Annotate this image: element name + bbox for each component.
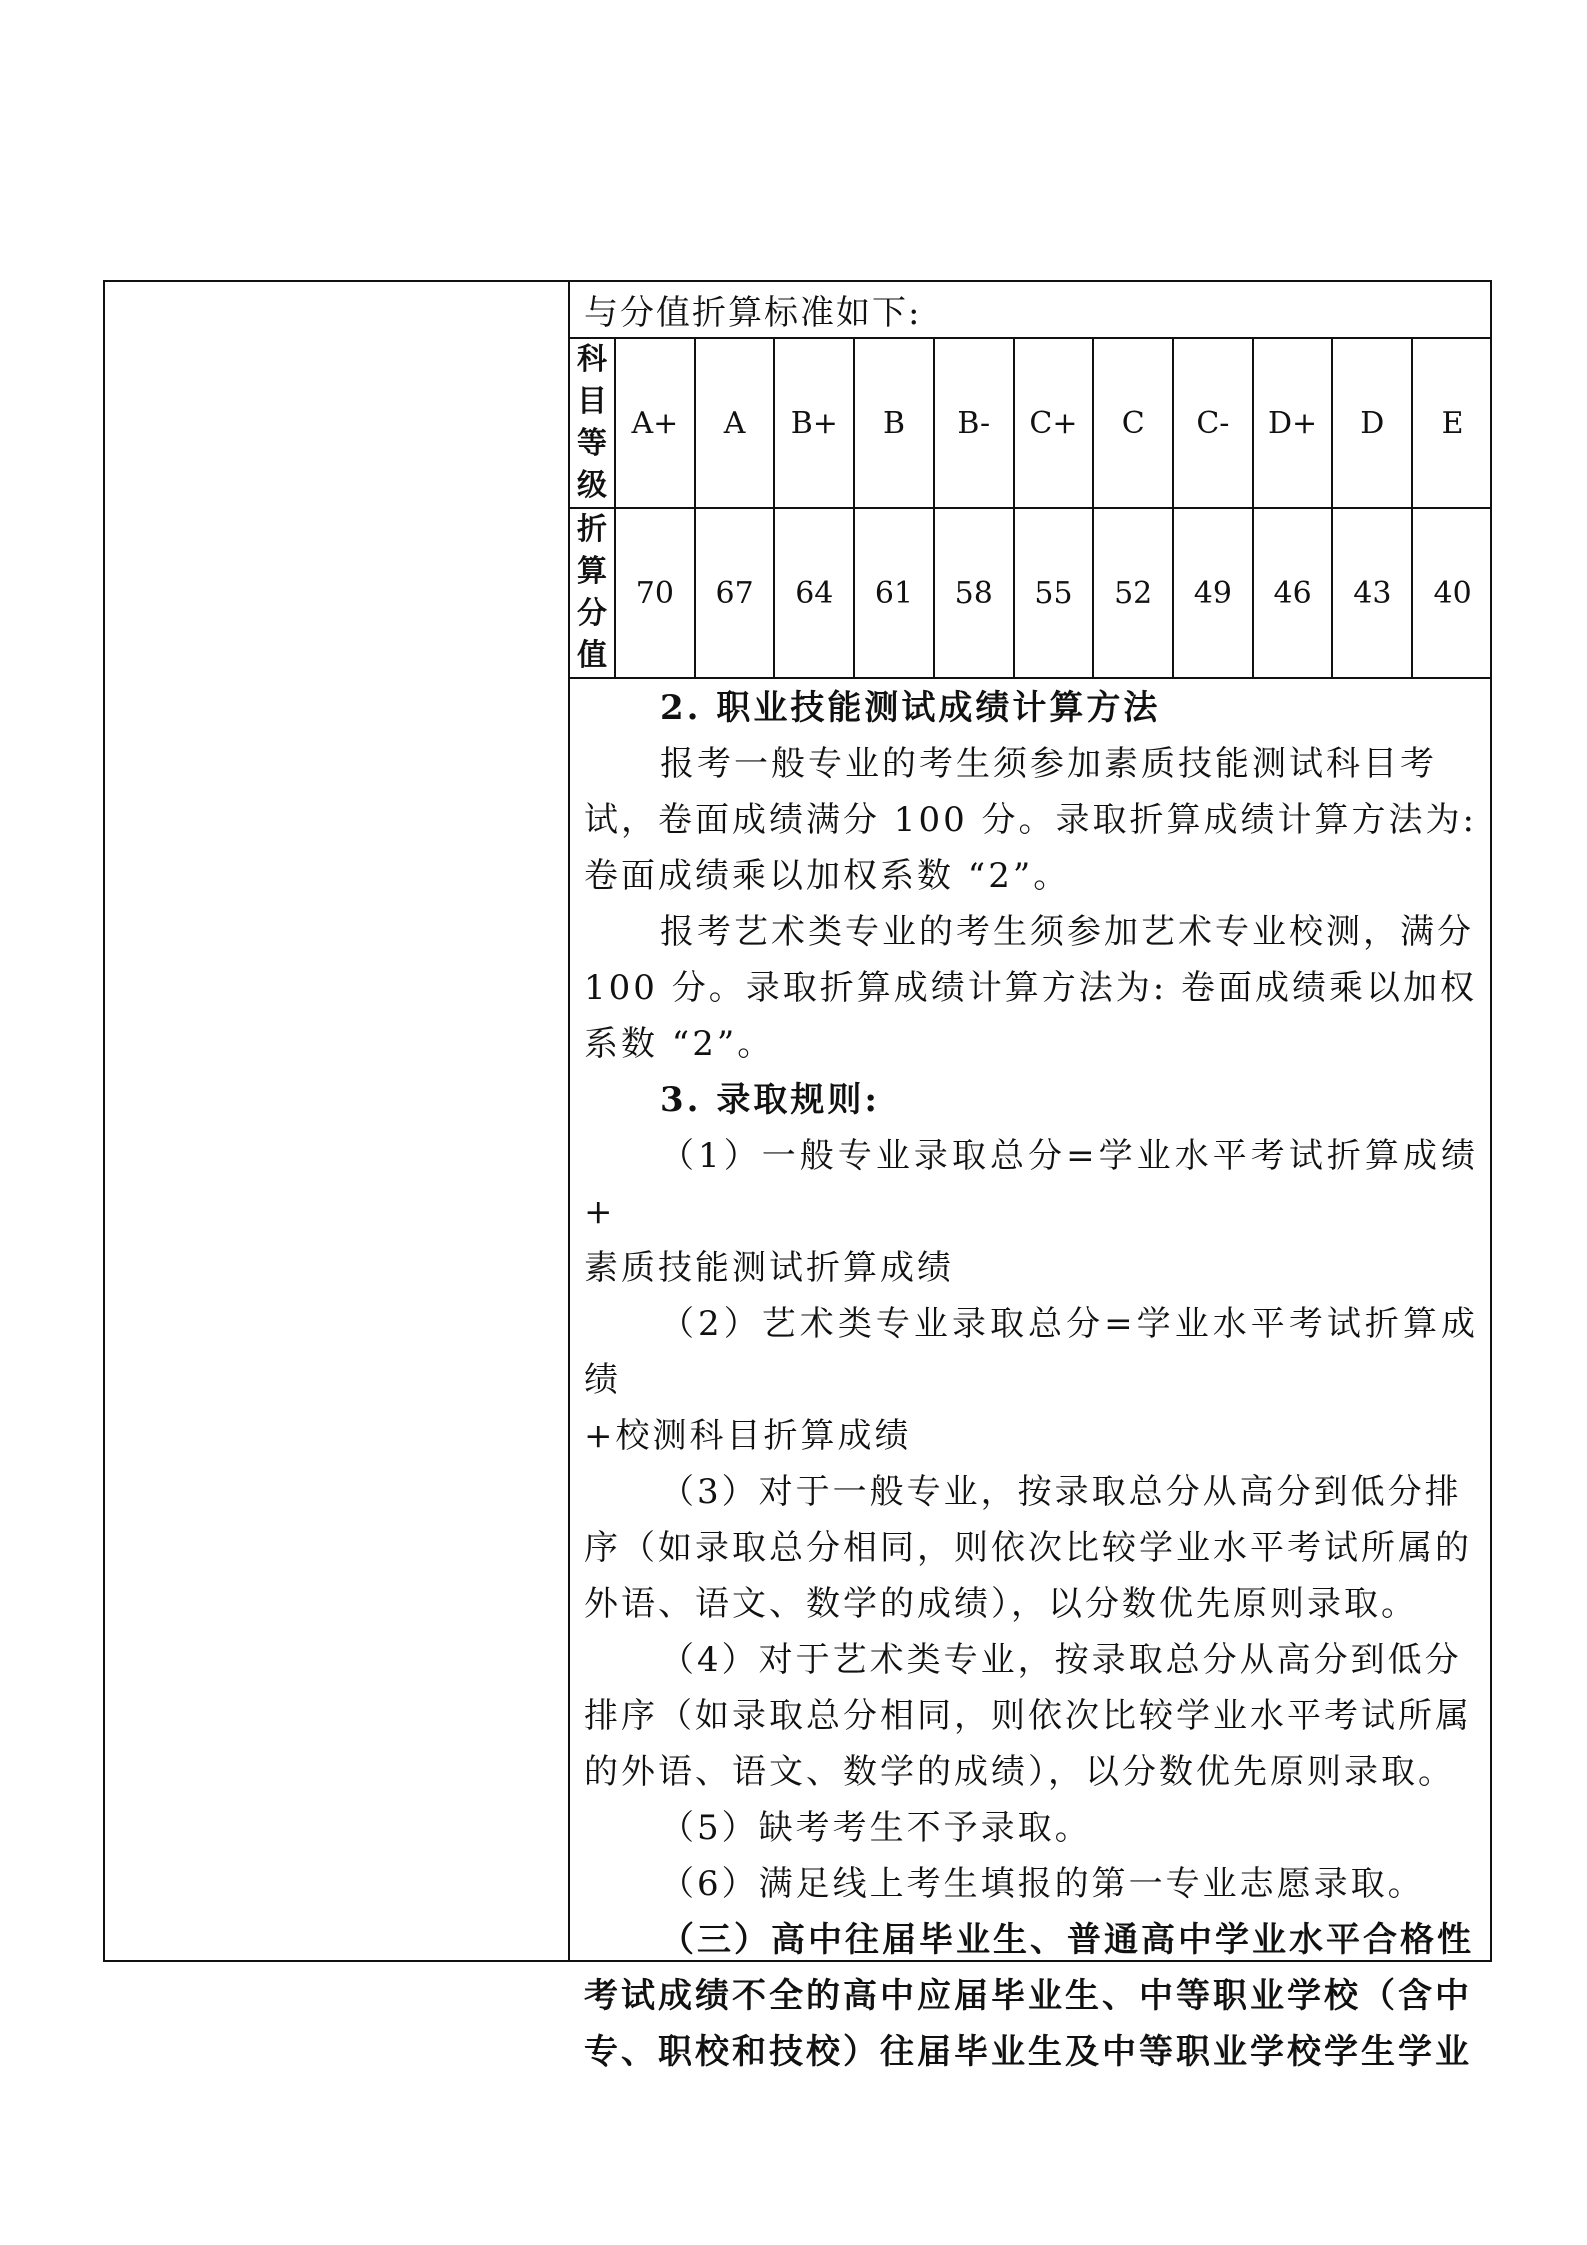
rule-line: +校测科目折算成绩 [584, 1416, 912, 1456]
grade-cell: A+ [615, 338, 695, 508]
rule-line: 排序（如录取总分相同，则依次比较学业水平考试所属 [584, 1696, 1472, 1736]
content-column [570, 282, 1490, 2072]
score-cell: 52 [1093, 508, 1173, 678]
section-heading-line: 考试成绩不全的高中应届毕业生、中等职业学校（含中 [584, 1976, 1472, 2016]
score-cell: 61 [854, 508, 934, 678]
paragraph-line: 试，卷面成绩满分 100 分。录取折算成绩计算方法为: [584, 800, 1477, 840]
score-cell: 67 [695, 508, 775, 678]
score-cell: 58 [934, 508, 1014, 678]
rule-line: 的外语、语文、数学的成绩），以分数优先原则录取。 [584, 1752, 1455, 1792]
grade-cell: A [695, 338, 775, 508]
paragraph-line: 报考一般专业的考生须参加素质技能测试科目考 [660, 744, 1437, 784]
grade-cell: C- [1173, 338, 1253, 508]
rule-line: （2）艺术类专业录取总分=学业水平考试折算成绩 [584, 1304, 1478, 1400]
grade-conversion-table [570, 337, 1492, 679]
score-row-header: 折 算 分 值 [570, 508, 615, 678]
grade-cell: C [1093, 338, 1173, 508]
rule-line: （4）对于艺术类专业，按录取总分从高分到低分 [660, 1640, 1462, 1680]
paragraph-line: 系数 “2”。 [584, 1024, 775, 1064]
grade-cell: C+ [1014, 338, 1094, 508]
section-heading-line: 专、职校和技校）往届毕业生及中等职业学校学生学业 [584, 2032, 1472, 2072]
score-cell: 70 [615, 508, 695, 678]
rule-line: 序（如录取总分相同，则依次比较学业水平考试所属的 [584, 1528, 1472, 1568]
grade-row-header: 科 目 等 级 [570, 338, 615, 508]
score-cell: 46 [1253, 508, 1333, 678]
grade-row [570, 338, 1492, 508]
rule-line: 素质技能测试折算成绩 [584, 1248, 954, 1288]
rule-line: 外语、语文、数学的成绩），以分数优先原则录取。 [584, 1584, 1418, 1624]
outer-table [103, 280, 1492, 2072]
section-heading: 3. 录取规则: [660, 1080, 880, 1120]
score-cell: 64 [774, 508, 854, 678]
paragraph-line: 100 分。录取折算成绩计算方法为: 卷面成绩乘以加权 [584, 968, 1477, 1008]
score-cell: 43 [1332, 508, 1412, 678]
grade-cell: B- [934, 338, 1014, 508]
grade-cell: D+ [1253, 338, 1333, 508]
grade-cell: D [1332, 338, 1412, 508]
grade-cell: B+ [774, 338, 854, 508]
rule-line: （5）缺考考生不予录取。 [660, 1808, 1092, 1848]
grade-cell: B [854, 338, 934, 508]
score-cell: 40 [1412, 508, 1492, 678]
body-text [584, 680, 1478, 2080]
score-cell: 55 [1014, 508, 1094, 678]
paragraph-line: 卷面成绩乘以加权系数 “2”。 [584, 856, 1071, 896]
rule-line: （6）满足线上考生填报的第一专业志愿录取。 [660, 1864, 1425, 1904]
section-heading: 2. 职业技能测试成绩计算方法 [660, 688, 1161, 728]
rule-line: （1）一般专业录取总分=学业水平考试折算成绩+ [584, 1136, 1478, 1232]
grade-cell: E [1412, 338, 1492, 508]
rule-line: （3）对于一般专业，按录取总分从高分到低分排 [660, 1472, 1462, 1512]
score-cell: 49 [1173, 508, 1253, 678]
section-heading: （三）高中往届毕业生、普通高中学业水平合格性 [660, 1920, 1474, 1960]
intro-text: 与分值折算标准如下: [584, 293, 922, 333]
score-row [570, 508, 1492, 678]
paragraph-line: 报考艺术类专业的考生须参加艺术专业校测，满分 [660, 912, 1474, 952]
